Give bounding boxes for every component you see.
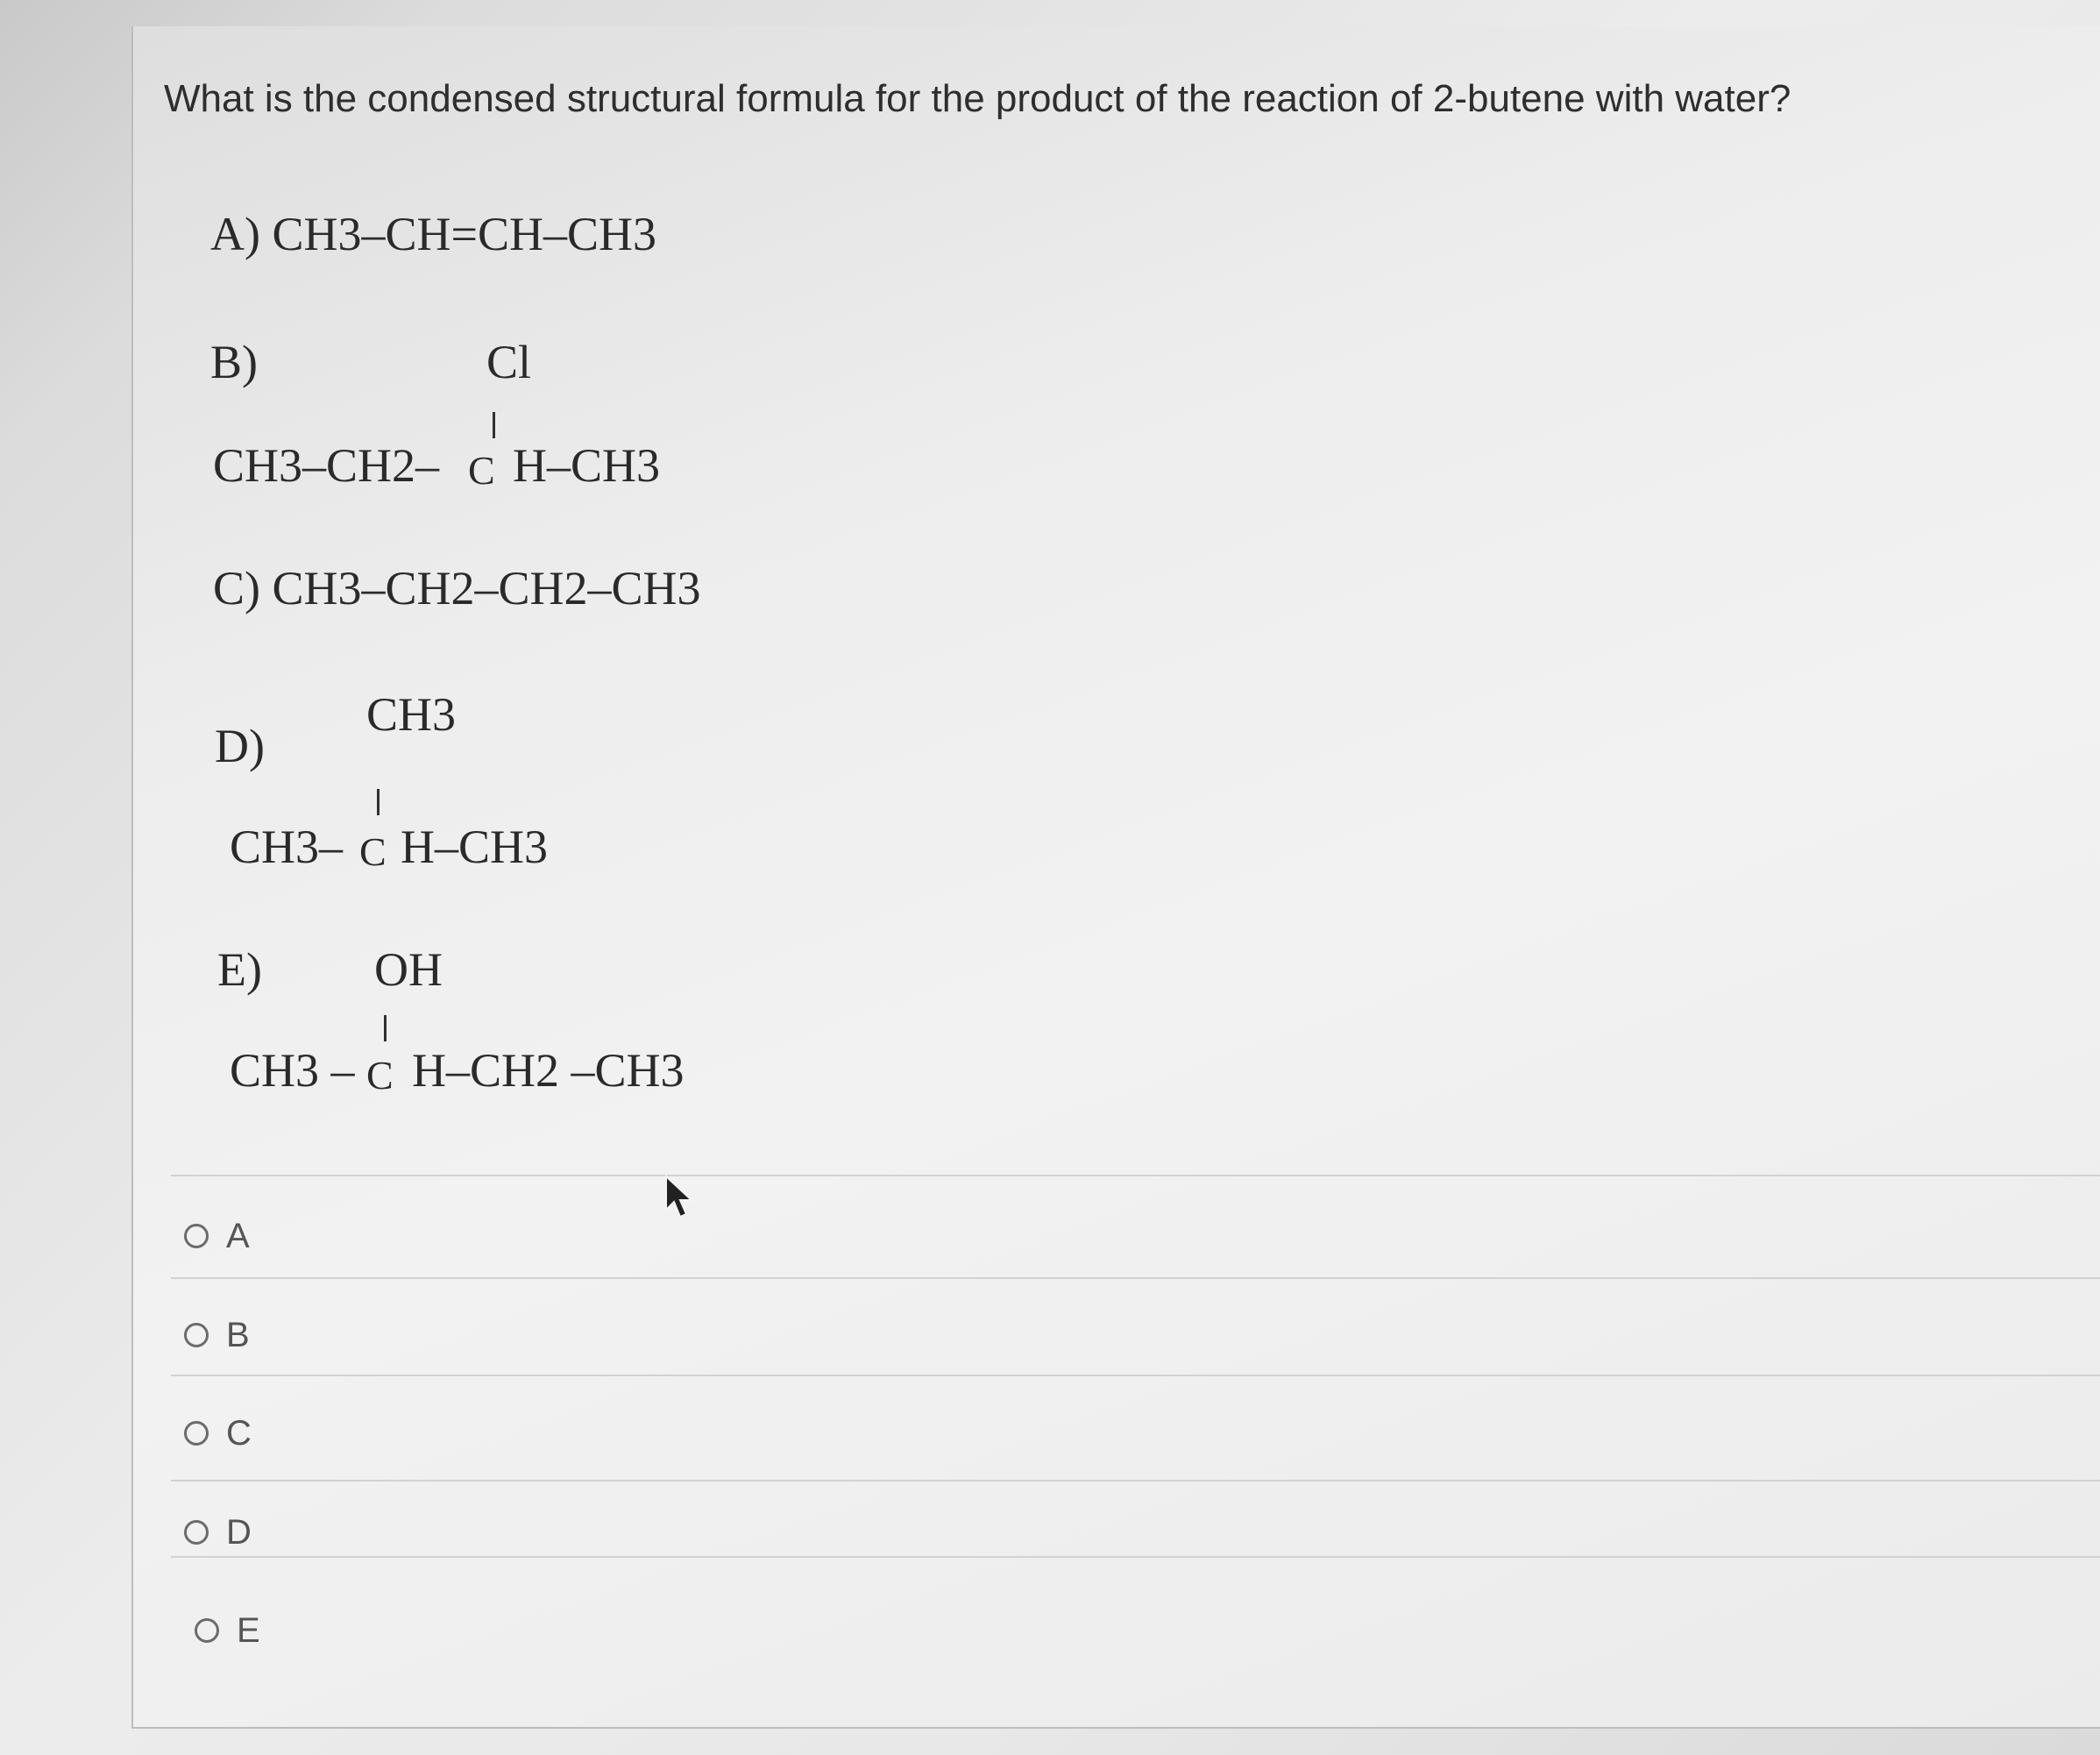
option-b-chain-left: CH3–CH2– xyxy=(213,439,440,492)
answer-choice-d[interactable] xyxy=(184,1510,252,1554)
choice-divider xyxy=(171,1375,2100,1376)
option-e-center-atom: C xyxy=(366,1053,394,1098)
option-e-bond xyxy=(384,1015,387,1041)
choices-divider xyxy=(171,1175,2100,1176)
mouse-cursor-icon xyxy=(664,1175,696,1220)
radio-button-icon[interactable] xyxy=(184,1421,209,1446)
radio-button-icon[interactable] xyxy=(184,1224,209,1248)
answer-choice-label: D xyxy=(226,1512,252,1552)
question-text: What is the condensed structural formula for the product of the reaction of 2-butene with water? xyxy=(164,77,1791,120)
option-c-formula: C) CH3–CH2–CH2–CH3 xyxy=(213,562,701,615)
answer-choice-label: C xyxy=(226,1413,252,1453)
option-b-bond xyxy=(493,412,495,438)
answer-choice-c[interactable] xyxy=(184,1411,252,1455)
option-d-chain-right: H–CH3 xyxy=(401,821,549,873)
radio-button-icon[interactable] xyxy=(195,1618,219,1643)
option-e-chain-right: H–CH2 –CH3 xyxy=(412,1044,685,1097)
answer-choice-label: B xyxy=(226,1315,250,1354)
option-b-label: B) xyxy=(210,336,258,388)
option-b-substituent: Cl xyxy=(486,336,532,388)
choice-divider xyxy=(171,1556,2100,1558)
option-b-chain-right: H–CH3 xyxy=(513,439,661,492)
radio-button-icon[interactable] xyxy=(184,1323,209,1347)
option-e-chain-left: CH3 – xyxy=(230,1044,355,1097)
option-d-chain-left: CH3– xyxy=(230,821,344,873)
option-d-center-atom: C xyxy=(359,829,387,874)
option-d-label: D) xyxy=(215,720,265,772)
option-d-substituent: CH3 xyxy=(366,688,457,741)
option-a-formula: A) CH3–CH=CH–CH3 xyxy=(210,208,656,260)
answer-choice-label: E xyxy=(237,1610,260,1650)
answer-choice-label: A xyxy=(226,1216,250,1255)
option-d-bond xyxy=(377,789,380,815)
option-b-center-atom: C xyxy=(468,448,495,493)
option-e-label: E) xyxy=(217,943,262,996)
radio-button-icon[interactable] xyxy=(184,1520,209,1545)
answer-choice-a[interactable] xyxy=(184,1214,250,1258)
answer-choice-b[interactable] xyxy=(184,1313,250,1357)
choice-divider xyxy=(171,1277,2100,1279)
question-card xyxy=(131,26,2100,1729)
choice-divider xyxy=(171,1480,2100,1481)
option-e-substituent: OH xyxy=(374,943,443,996)
answer-choice-e[interactable] xyxy=(195,1609,260,1652)
